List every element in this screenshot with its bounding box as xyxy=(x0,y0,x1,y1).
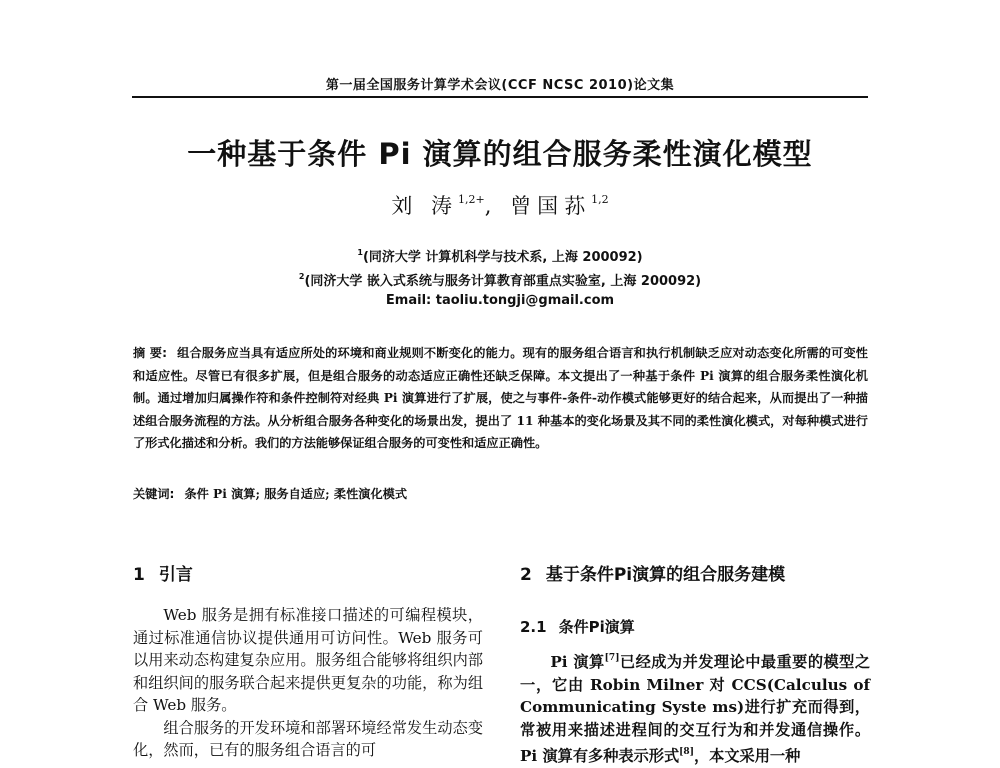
subsection-2-1-number: 2.1 xyxy=(520,618,547,636)
intro-paragraph-2: 组合服务的开发环境和部署环境经常发生动态变化，然而，已有的服务组合语言的可 xyxy=(133,718,483,759)
affiliation-1-mark: 1 xyxy=(357,248,363,257)
citation-7: [7] xyxy=(604,653,620,663)
section-1-heading xyxy=(133,560,193,585)
author-line xyxy=(200,190,800,220)
pi-paragraph-part-2: 已经成为并发理论中最重要的模型之一，它由 Robin Milner 对 CCS(Calculus of Communicating Syste ms)进行扩充而得到，常被用来描述进程间的交互行为和并发通信操作。Pi 演算有多种表示形式 xyxy=(520,653,871,765)
abstract xyxy=(133,342,868,455)
author-1-affil-mark: 1,2+ xyxy=(458,193,485,206)
keywords-text: 条件 Pi 演算; 服务自适应; 柔性演化模式 xyxy=(184,487,408,501)
section-2-number: 2 xyxy=(520,565,532,585)
section-1-number: 1 xyxy=(133,565,145,585)
author-2-affil-mark: 1,2 xyxy=(591,193,609,206)
affiliation-1-text: (同济大学 计算机科学与技术系, 上海 200092) xyxy=(362,250,643,265)
pi-calculus-paragraph xyxy=(520,647,870,768)
pi-paragraph-part-1: Pi 演算 xyxy=(550,653,605,671)
author-2: 曾国荪 xyxy=(510,194,592,218)
keywords-label: 关键词: xyxy=(133,487,175,501)
abstract-label: 摘 要: xyxy=(133,346,167,360)
paper-title: 一种基于条件 Pi 演算的组合服务柔性演化模型 xyxy=(187,137,813,171)
abstract-text: 组合服务应当具有适应所处的环境和商业规则不断变化的能力。现有的服务组合语言和执行机制缺乏应对动态变化所需的可变性和适应性。尽管已有很多扩展，但是组合服务的动态适应正确性还缺乏保障。本文提出了一种基于条件 Pi 演算的组合服务柔性演化机制。通过增加归属操作符和条件控制符对经典 Pi 演算进行了扩展，使之与事件-条件-动作模式能够更好的结合起来，从而提出了一种描述组合服务流程的方法。从分析组合服务各种变化的场景出发，提出了 11 种基本的变化场景及其不同的柔性演化模式，对每种模式进行了形式化描述和分析。我们的方法能够保证组合服务的可变性和适应正确性。 xyxy=(133,346,868,450)
running-header: 第一届全国服务计算学术会议(CCF NCSC 2010)论文集 xyxy=(325,78,675,93)
header-rule xyxy=(132,96,868,98)
intro-paragraph-1: Web 服务是拥有标准接口描述的可编程模块，通过标准通信协议提供通用可访问性。Web 服务可以用来动态构建复杂应用。服务组合能够将组织内部和组织间的服务联合起来提供更复杂的功能，称为组合 Web 服务。 xyxy=(133,606,483,714)
section-1-title: 引言 xyxy=(158,565,193,585)
subsection-2-1-heading xyxy=(520,616,635,637)
affiliation-2-mark: 2 xyxy=(298,272,305,281)
affiliation-2-text: (同济大学 嵌入式系统与服务计算教育部重点实验室, 上海 200092) xyxy=(304,274,702,289)
affiliation-1 xyxy=(150,246,850,265)
section-2-title: 基于条件Pi演算的组合服务建模 xyxy=(545,565,786,585)
subsection-2-1-title: 条件Pi演算 xyxy=(558,618,635,636)
author-email: Email: taoliu.tongji@gmail.com xyxy=(385,293,615,308)
author-1: 刘 涛 xyxy=(391,194,459,218)
citation-8: [8] xyxy=(679,747,694,757)
section-2-heading xyxy=(520,560,785,585)
pi-paragraph-part-3: ，本文采用一种 xyxy=(693,747,801,765)
author-separator: , xyxy=(484,194,511,218)
keywords xyxy=(133,485,868,502)
right-column xyxy=(520,647,870,768)
affiliation-2 xyxy=(150,270,850,289)
left-column xyxy=(133,604,483,762)
